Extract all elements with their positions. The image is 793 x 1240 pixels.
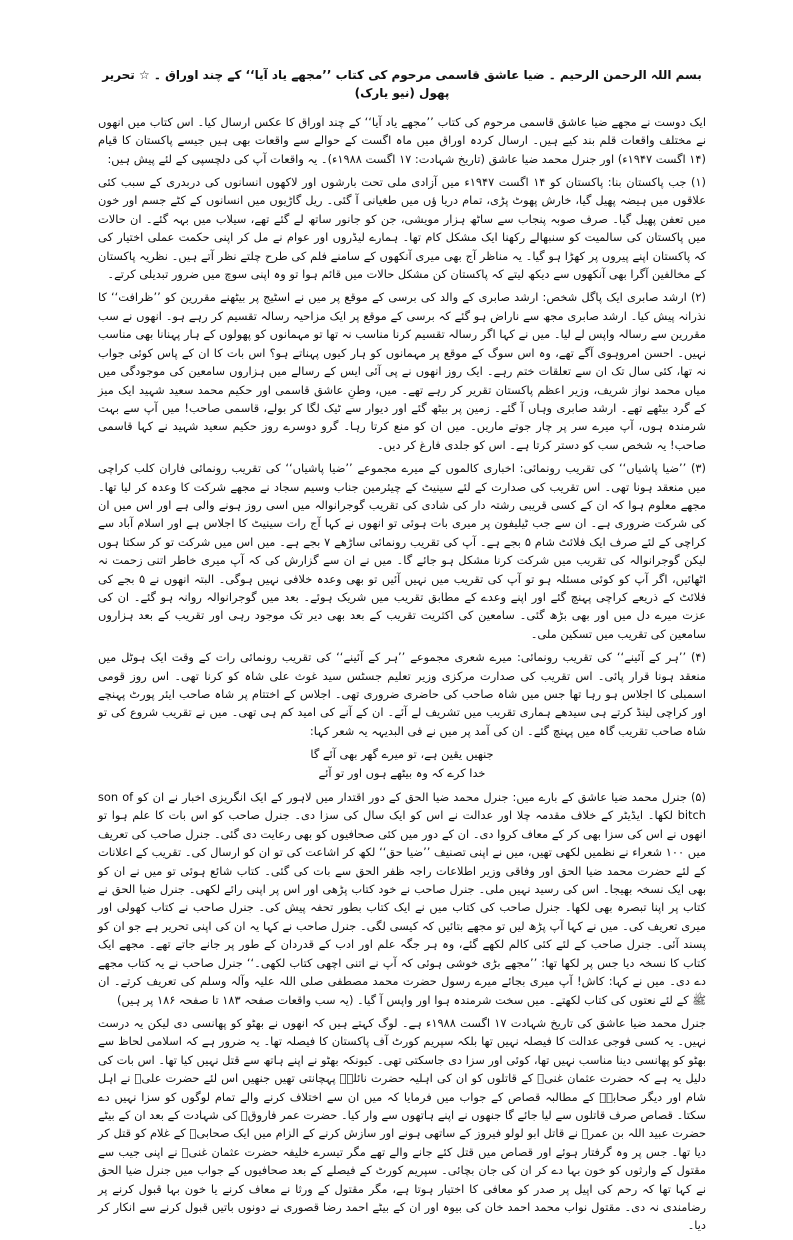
section-1-paragraph: (۱) جب پاکستان بنا: پاکستان کو ۱۴ اگست ۱۹۴۷ء میں آزادی ملی تحت بارشوں اور لاکھوں انسانوں کی دربدری کے سبب کئی علاقوں میں ہیضہ پھیل گیا، خارش پھوٹ پڑی، تمام دریا ؤں میں طغیانی آ گئی۔ ریل گاڑیوں میں انسانوں کے کٹے جسم اور خون میں تعفن پھیل گیا۔ صرف صوبہ پنجاب سے ساٹھ ہزار مویشی، جن کو جانور ساتھ لے گئے تھے، سیلاب میں بہہ گئے۔ ان حالات میں پاکستان کی سالمیت کو سنبھالے رکھنا ایک مشکل کام تھا۔ ہمارے لیڈروں اور عوام نے مل کر اپنی حکمت عملی اختیار کی کہ پاکستان اپنے پیروں پر کھڑا ہو گیا۔ یہ مناظر آج بھی میری آنکھوں کے سامنے فلم کی طرح چلتے نظر آتے ہیں۔ نظریہ پاکستان کے مخالفین آگرا بھی آنکھوں سے دیکھ لیتے کہ پاکستان کن مشکل حالات میں قائم ہوا تو وہ اپنی سوچ میں ضرور تبدیلی کرتے۔ xyxy=(98,175,706,282)
intro-paragraph: ایک دوست نے مجھے ضیا عاشق قاسمی مرحوم کی کتاب ’’مجھے یاد آیا‘‘ کے چند اوراق کا عکس ارسال کیا۔ اس کتاب میں انھوں نے مختلف واقعات قلم بند کیے ہیں۔ ارسال کردہ اوراق میں ماہ اگست کے حوالے سے واقعات بھی ہیں جیسے پاکستان کا قیام (۱۴ اگست ۱۹۴۷ء) اور جنرل محمد ضیا عاشق (تاریخ شہادت: ۱۷ اگست ۱۹۸۸ء)۔ یہ واقعات آپ کی دلچسپی کے لئے پیش ہیں: xyxy=(98,114,706,166)
section-2-paragraph: (۲) ارشد صابری ایک پاگل شخص: ارشد صابری کے والد کی برسی کے موقع پر میں نے اسٹیج پر بیٹھنے مقررین کو ’’ظرافت‘‘ کا نذرانہ پیش کیا۔ ارشد صابری مجھ سے ناراض ہو گئے کہ برسی کے موقع پر ایک مزاحیہ رسالہ تقسیم کر رہے ہو۔ انھوں نے سب مقررین سے رسالہ واپس لے لیا۔ میں نے کہا اگر رسالہ تقسیم کرنا مناسب نہ تھا تو مہمانوں کو پھولوں کے ہار پہنانا بھی مناسب نہیں۔ احسن امروہوی آگے تھے، وہ اس سوگ کے موقع پر مہمانوں کو ہار کیوں پہناتے ہو؟ اس بات کا ان کے پاس کوئی جواب نہ تھا، کئی سال تک ان سے تعلقات ختم رہے۔ ایک روز انھوں نے پی آئی ایس کے رسالے میں ہزاروں سامعین کی موجودگی میں میاں محمد نواز شریف، وزیر اعظم پاکستان تقریر کر رہے تھے۔ میں، وطنِ عاشق قاسمی اور حکیم محمد سعید شہید ایک میز کے گرد بیٹھے تھے۔ ارشد صابری وہاں آ گئے۔ زمین پر بیٹھ گئے اور دیوار سے ٹیک لگا کر بولے، قاسمی صاحب! میں آپ سے بہت شرمندہ ہوں، آپ میرے سر پر چار جوتے ماریں۔ میں ان کو منع کرتا رہا۔ گرو دوسرے روز حکیم سعید شہید نے کہا قاسمی صاحب! یہ شخص سب کو دستر کرتا ہے۔ اس کو جلدی فارغ کر دیں۔ xyxy=(98,290,706,452)
section-3-paragraph: (۳) ’’ضیا پاشیاں‘‘ کی تقریب رونمائی: اخباری کالموں کے میرے مجموعے ’’ضیا پاشیاں‘‘ کی تقریب رونمائی فاران کلب کراچی میں منعقد ہونا تھی۔ اس تقریب کی صدارت کے لئے سینیٹ کے چیئرمین جناب وسیم سجاد نے مجھے شرکت کا وعدہ کر لیا تھا۔ مجھے معلوم ہوا کہ ان کے کسی قریبی رشتہ دار کی شادی کی تقریب گوجرانوالہ میں اسی روز ہونے والی ہے اور اس میں ان کی شرکت ضروری ہے۔ ان سے جب ٹیلیفون پر میری بات ہوئی تو انھوں نے کہا آج رات سینیٹ کا اجلاس ہے اور اسلام آباد سے کراچی کے لئے صرف ایک فلائٹ شام ۵ بجے ہے۔ آپ کی تقریب رونمائی ساڑھے ۷ بجے ہے۔ میں اس میں شرکت تو کر سکتا ہوں لیکن گوجرانوالہ کی تقریب میں شرکت کرنا مشکل ہو جائے گا۔ میں نے ان سے گزارش کی کہ آپ میری خاطر اتنی زحمت نہ اٹھائیں، اگر آپ کو کوئی مسئلہ ہو تو آپ کی تقریب میں نہیں آئیں تو بھی وعدہ خلافی نہیں ہوگی۔ البتہ انھوں نے ۵ بجے کی فلائٹ کے ذریعے کراچی پہنچ گئے اور اپنے وعدے کے مطابق تقریب میں شریک ہوئے۔ بعد میں گوجرانوالہ روانہ ہو گئے۔ ان کی عزت میرے دل میں اور بھی بڑھ گئی۔ سامعین کی اکثریت تقریب کے بعد بھی دیر تک موجود رہی اور تقریب کے بعد ہزاروں سامعین کی تقریب میں تسکین ملی۔ xyxy=(98,461,707,641)
text-column xyxy=(98,66,706,1240)
poem-line-1: جنھیں یقین ہے، تو میرے گھر بھی آئے گا xyxy=(310,747,494,762)
closing-paragraph: جنرل محمد ضیا عاشق کی تاریخ شہادت ۱۷ اگست ۱۹۸۸ء ہے۔ لوگ کہتے ہیں کہ انھوں نے بھٹو کو پھانسی دی لیکن یہ درست نہیں۔ یہ کسی فوجی عدالت کا فیصلہ نہیں تھا بلکہ سپریم کورٹ آف پاکستان کا فیصلہ تھا۔ یہ ضرور ہے کہ اسلامی لحاظ سے بھٹو کو پھانسی دینا مناسب نہیں تھا، کوئی اور سزا دی جاسکتی تھی۔ کیونکہ بھٹو نے اپنے ہاتھ سے قتل نہیں کیا تھا۔ اس بات کی دلیل یہ ہے کہ حضرت عثمان غنیؓ کے قاتلوں کو ان کی اہلیہ حضرت نائلہؓ پہچانتی تھیں جنھیں اس لئے حضرت علیؓ نے اہل شام اور دیگر صحابہؓ کے مطالبہ قصاص کے جواب میں فرمایا کہ میں ان سے اختلاف کرنے والے تمام لوگوں کو سزا نہیں دے سکتا۔ قصاص صرف قاتلوں سے لیا جائے گا جنھوں نے اپنے ہاتھوں سے وار کیا۔ حضرت عمر فاروقؓ کی شہادت کے بعد ان کے بیٹے حضرت عبید اللہ بن عمرؓ نے قاتل ابو لولو فیروز کے ساتھی ہونے اور سازش کرنے کے الزام میں ایک صحابیؓ کے غلام کو قتل کر دیا تھا۔ جس پر وہ گرفتار ہوئے اور قصاص میں قتل کئے جانے والے تھے مگر تیسرے خلیفہ حضرت عثمان غنیؓ نے اپنی جیب سے مقتول کے وارثوں کو خون بہا دے کر ان کی جان بچائی۔ سپریم کورٹ کے فیصلے کے بعد صحافیوں کے جواب میں جنرل ضیا الحق نے کہا تھا کہ رحم کی اپیل پر صدر کو معافی کا اختیار ہوتا ہے، مگر مقتول کے ورثا نے معاف کرنے یا خون بہا قبول کرنے پر رضامندی نہ دی۔ مقتول نواب محمد احمد خان کی بیوہ اور ان کے بیٹے احمد رضا قصوری نے دونوں باتیں قبول کرنے سے انکار کر دیا۔ xyxy=(98,1015,707,1233)
document-heading: بسم اللہ الرحمن الرحیم ۔ ضیا عاشق قاسمی مرحوم کی کتاب ’’مجھے یاد آیا‘‘ کے چند اوراق ۔ ☆ تحریر پھول (نیو یارک) xyxy=(102,68,702,101)
poem-line-2: خدا کرے کہ وہ بیٹھے ہوں اور تو آئے xyxy=(318,765,486,780)
poem-couplet xyxy=(98,745,706,782)
section-4-paragraph: (۴) ’’ہر کے آئینے‘‘ کی تقریب رونمائی: میرے شعری مجموعے ’’ہر کے آئینے‘‘ کی تقریب رونمائی رات کے وقت ایک ہوٹل میں منعقد ہونا قرار پائی۔ اس تقریب کی صدارت مرکزی وزیر تعلیم جسٹس سید غوث علی شاہ کو کرنا تھی۔ اس روز قومی اسمبلی کا اجلاس ہو رہا تھا جس میں شاہ صاحب کی حاضری ضروری تھی۔ اجلاس کے اختتام پر شاہ صاحب ایئر پورٹ پہنچے اور کراچی لینڈ کرتے ہی سیدھے ہماری تقریب میں تشریف لے آئے۔ ان کے آنے کی امید کم ہی تھی۔ میں نے تقریب شروع کی تو شاہ صاحب تقریب گاہ میں پہنچ گئے۔ ان کی آمد پر میں نے فی البدیہہ یہ شعر کہا: xyxy=(98,650,706,738)
section-5-paragraph: (۵) جنرل محمد ضیا عاشق کے بارے میں: جنرل محمد ضیا الحق کے دور اقتدار میں لاہور کے ایک انگریزی اخبار نے ان کو son of bitch لکھا۔ ایڈیٹر کے خلاف مقدمہ چلا اور عدالت نے اس کو ایک سال کی سزا دی۔ جنرل صاحب کو اس بات کا علم ہوا تو انھوں نے اس کی سزا بھی کر کے معاف کروا دی۔ ان کے دور میں کئی صحافیوں کو بھی رعایت دی گئی۔ جنرل صاحب کی تعریف میں ۱۰۰ شعراء نے نظمیں لکھی تھیں، میں نے اپنی تصنیف ’’ضیا حق‘‘ لکھ کر اشاعت کی تو ان کو ارسال کی۔ تقریب کے اعلانات کے لئے حضرت محمد ضیا الحق اور وفاقی وزیر اطلاعات راجہ ظفر الحق سے بات کی گئی۔ کتاب شائع ہوئی تو میں نے ان کو بھی ایک نسخہ بھیجا۔ اس کی رسید نہیں ملی۔ جنرل صاحب نے خود کتاب پڑھی اور اس پر اپنی رائے لکھی۔ جنرل ضیا الحق نے کتاب پر اپنا تبصرہ بھی لکھا۔ جنرل صاحب کی کتاب میں نے ایک کتاب بطور تحفہ پیش کی۔ جنرل صاحب نے کتاب کھولی اور میری تعریف کی۔ میں نے کہا آپ پڑھ لیں تو مجھے بتائیں کہ کیسی لگی۔ جنرل صاحب نے کہا یہ ان کی اپنی تحریر ہے جو ان کو پسند آئی۔ جنرل صاحب کے لئے کئی کالم لکھے گئے، وہ ہر جگہ علم اور ادب کے قدردان کے طور پر جانے جاتے تھے۔ مجھے ایک کتاب کا نسخہ دیا جس پر لکھا تھا: ’’مجھے بڑی خوشی ہوئی کہ آپ نے اتنی اچھی کتاب لکھی۔‘‘ جنرل صاحب نے یہ کتاب مجھے دے دی۔ میں نے کہا: کاش! آپ میری بجائے میرے رسول حضرت محمد مصطفی صلی اللہ علیہ وآلہ وسلم کی تعریف کرتے۔ ان ﷺ کے لئے نعتوں کی کتاب لکھتے۔ میں سخت شرمندہ ہوا اور واپس آ گیا۔ (یہ سب واقعات صفحہ ۱۸۳ تا صفحہ ۱۸۶ پر ہیں) xyxy=(98,790,706,1007)
